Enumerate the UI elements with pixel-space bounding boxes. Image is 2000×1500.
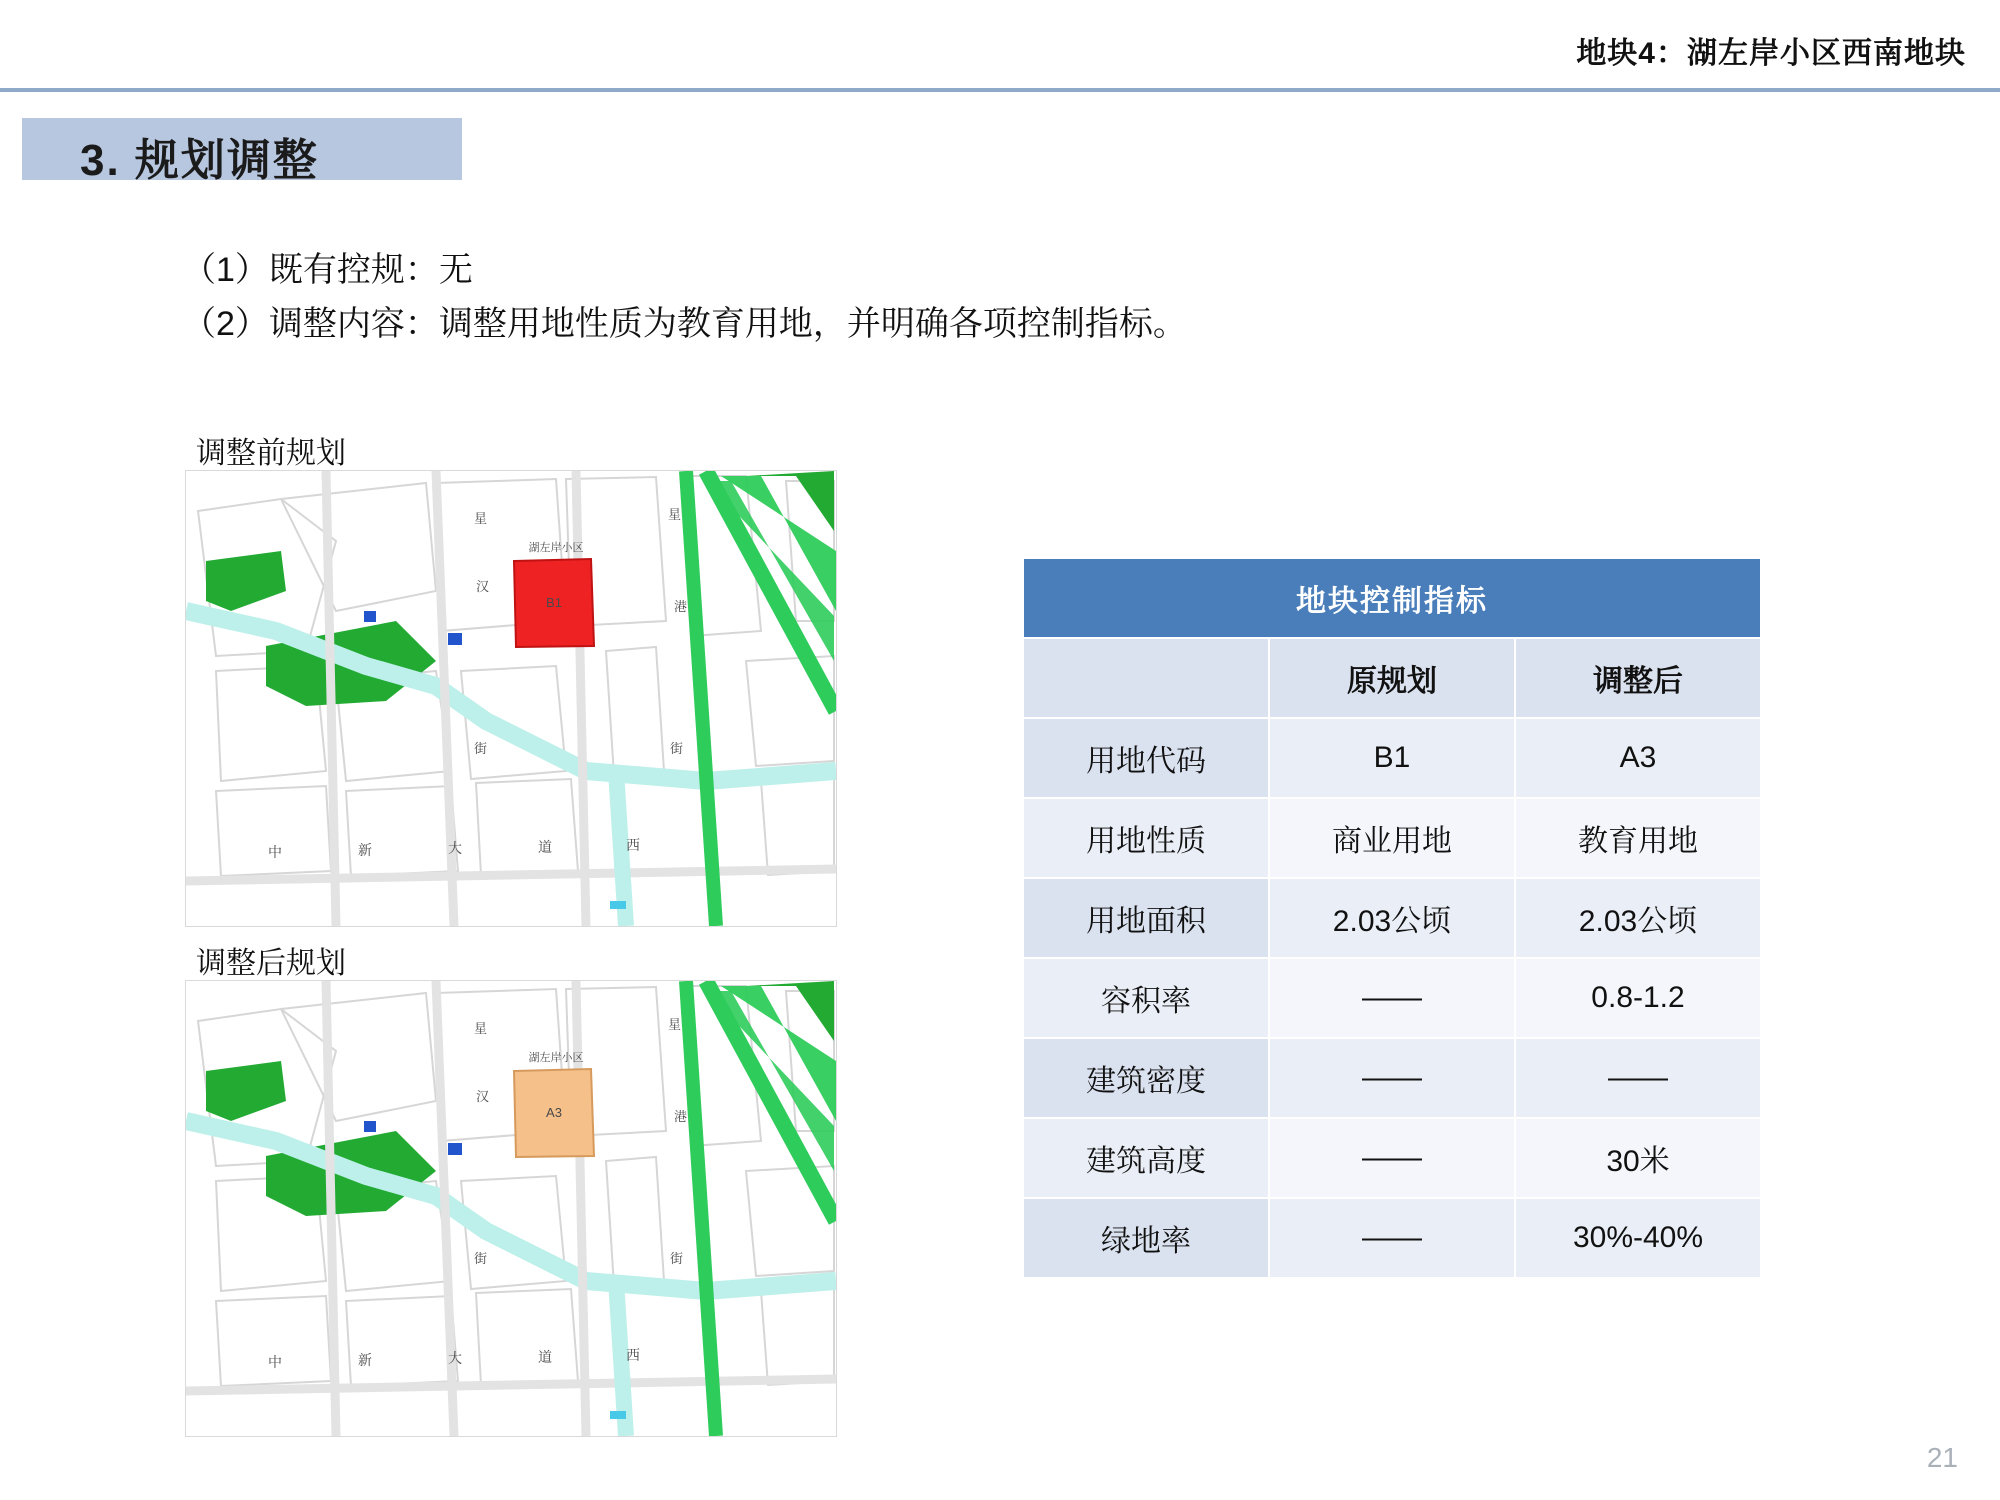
map-after-parcel-label: A3 (546, 1105, 562, 1120)
row-label-land-nature: 用地性质 (1023, 798, 1269, 878)
svg-text:街: 街 (670, 1251, 684, 1266)
cell-adjusted-far: 0.8-1.2 (1515, 958, 1761, 1038)
svg-text:新: 新 (358, 842, 372, 858)
table-header-blank (1023, 638, 1269, 718)
svg-text:街: 街 (670, 741, 684, 756)
cell-adjusted-building-density: —— (1515, 1038, 1761, 1118)
table-row (1023, 878, 1761, 958)
svg-text:新: 新 (358, 1352, 372, 1368)
svg-text:街: 街 (474, 1251, 488, 1266)
header-divider (0, 88, 2000, 92)
cell-adjusted-green-ratio: 30%-40% (1515, 1198, 1761, 1278)
map-caption-after: 调整后规划 (196, 947, 346, 980)
svg-text:汉: 汉 (476, 1089, 490, 1104)
table-header-row (1023, 638, 1761, 718)
cell-adjusted-building-height: 30米 (1515, 1118, 1761, 1198)
svg-text:汉: 汉 (476, 579, 490, 594)
table-row (1023, 958, 1761, 1038)
svg-text:星: 星 (668, 1017, 682, 1032)
svg-text:港: 港 (674, 1109, 688, 1124)
cell-original-land-area: 2.03公顷 (1269, 878, 1515, 958)
table-title-row (1023, 558, 1761, 638)
cell-original-land-nature: 商业用地 (1269, 798, 1515, 878)
page-number: 21 (1926, 1442, 1958, 1473)
cell-original-land-code: B1 (1269, 718, 1515, 798)
table-header-original: 原规划 (1269, 638, 1515, 718)
table-row (1023, 1118, 1761, 1198)
map-before-parcel-label: B1 (546, 595, 562, 610)
indicators-table (1022, 557, 1762, 1279)
svg-text:西: 西 (626, 837, 640, 853)
svg-text:道: 道 (538, 1349, 552, 1365)
map-caption-before: 调整前规划 (196, 437, 346, 470)
indicators-table-wrapper (1022, 557, 1762, 1279)
table-row (1023, 1198, 1761, 1278)
svg-text:中: 中 (268, 1354, 282, 1370)
svg-text:星: 星 (474, 511, 488, 526)
svg-text:星: 星 (474, 1021, 488, 1036)
map-before-image (185, 470, 837, 927)
row-label-building-height: 建筑高度 (1023, 1118, 1269, 1198)
svg-text:大: 大 (448, 1350, 462, 1366)
cell-adjusted-land-area: 2.03公顷 (1515, 878, 1761, 958)
cell-original-far: —— (1269, 958, 1515, 1038)
map-after-image (185, 980, 837, 1437)
svg-text:大: 大 (448, 840, 462, 856)
svg-text:湖左岸小区: 湖左岸小区 (528, 1052, 584, 1064)
cell-original-green-ratio: —— (1269, 1198, 1515, 1278)
row-label-building-density: 建筑密度 (1023, 1038, 1269, 1118)
cell-original-building-density: —— (1269, 1038, 1515, 1118)
row-label-land-area: 用地面积 (1023, 878, 1269, 958)
svg-text:港: 港 (674, 599, 688, 614)
table-row (1023, 1038, 1761, 1118)
cell-original-building-height: —— (1269, 1118, 1515, 1198)
table-title: 地块控制指标 (1023, 558, 1761, 638)
svg-text:街: 街 (474, 741, 488, 756)
row-label-land-code: 用地代码 (1023, 718, 1269, 798)
svg-text:星: 星 (668, 507, 682, 522)
page-header-title: 地块4：湖左岸小区西南地块 (1576, 37, 1966, 70)
body-line-existing-plan: （1）既有控规：无 (182, 251, 473, 289)
svg-text:道: 道 (538, 839, 552, 855)
svg-text:西: 西 (626, 1347, 640, 1363)
body-line-adjustment-content: （2）调整内容：调整用地性质为教育用地，并明确各项控制指标。 (182, 305, 1187, 343)
table-row (1023, 798, 1761, 878)
svg-text:湖左岸小区: 湖左岸小区 (528, 542, 584, 554)
section-title: 3. 规划调整 (80, 136, 319, 185)
table-header-adjusted: 调整后 (1515, 638, 1761, 718)
cell-adjusted-land-nature: 教育用地 (1515, 798, 1761, 878)
row-label-green-ratio: 绿地率 (1023, 1198, 1269, 1278)
cell-adjusted-land-code: A3 (1515, 718, 1761, 798)
table-row (1023, 718, 1761, 798)
svg-text:中: 中 (268, 844, 282, 860)
row-label-far: 容积率 (1023, 958, 1269, 1038)
